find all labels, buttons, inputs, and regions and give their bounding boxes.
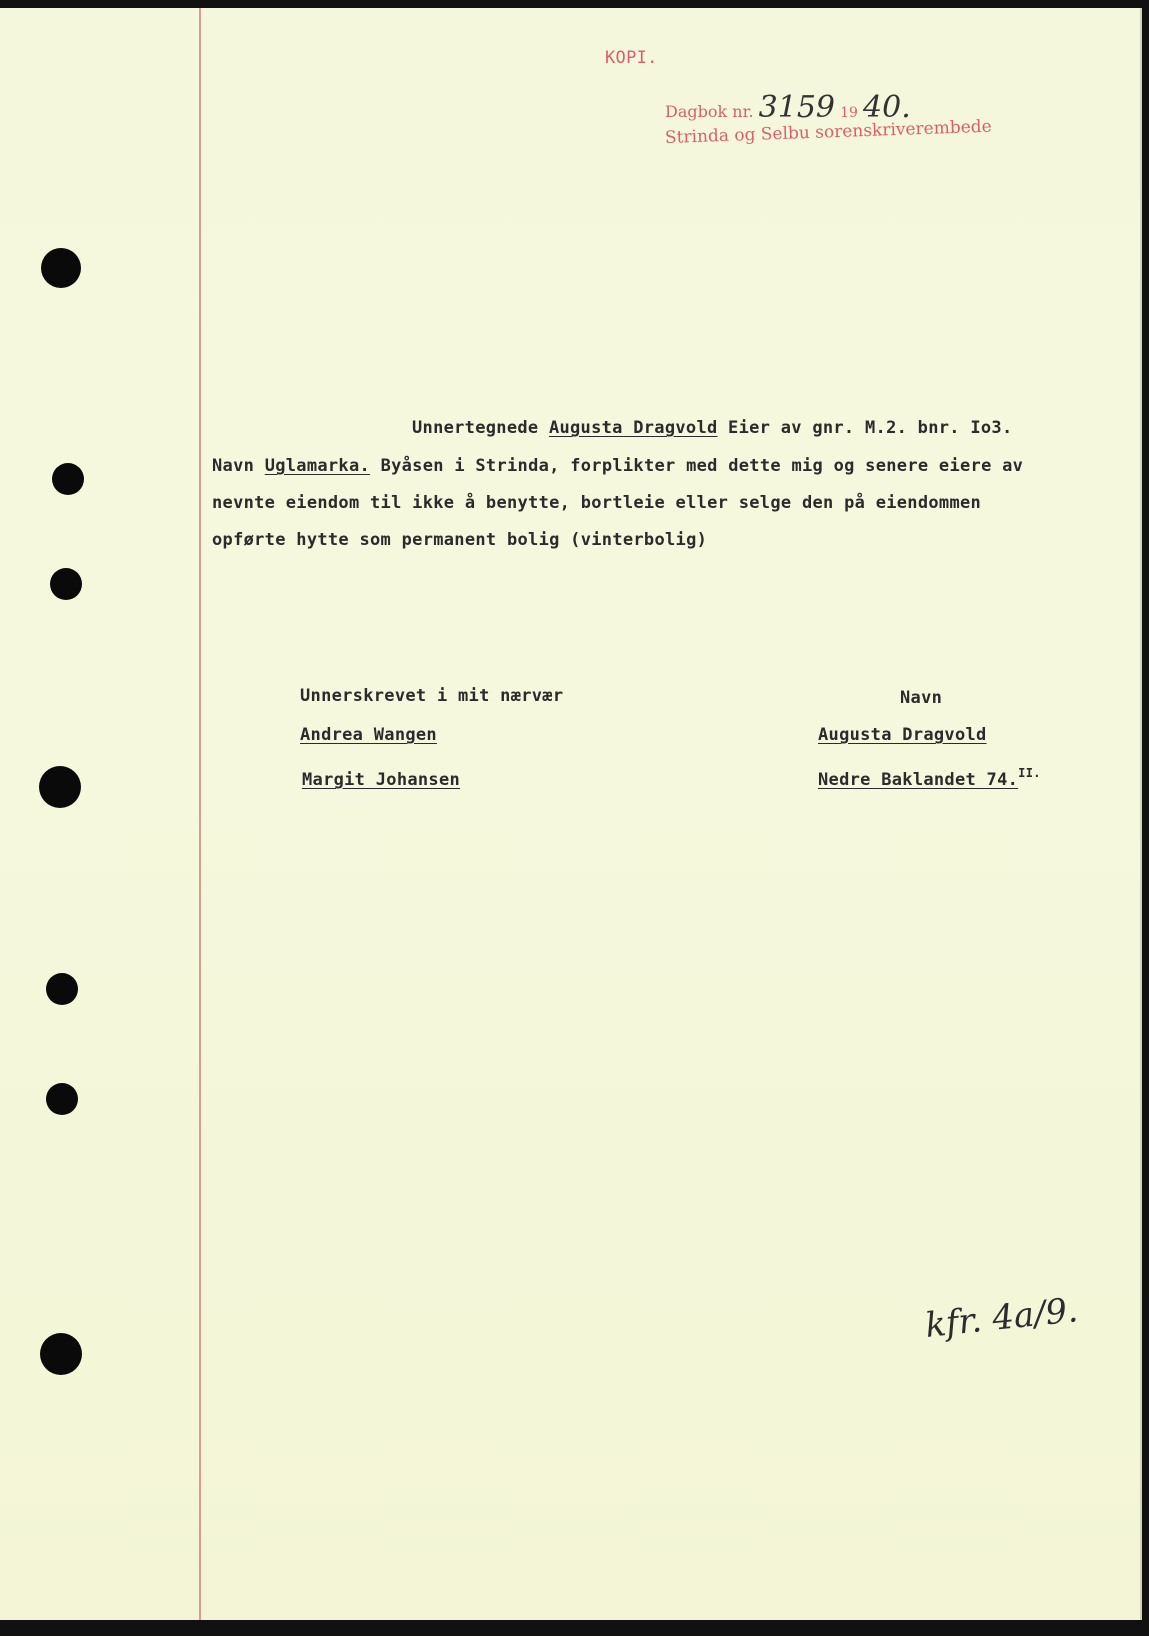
property-name: Uglamarka. [264,456,371,476]
dagbok-label: Dagbok nr. [665,102,754,121]
document-page [0,8,1142,1620]
witness-name-1: Andrea Wangen [300,725,437,745]
punch-hole [41,248,81,288]
signer-address-floor: II. [1018,766,1041,780]
body-line-2-pre: Navn [212,456,265,476]
body-line-2-post: Byåsen i Strinda, forplikter med dette mig og senere eiere av [370,456,1024,476]
body-line-3: nevnte eiendom til ikke å benytte, bortleie eller selge den på eiendommen [212,493,982,513]
punch-hole [39,766,81,808]
body-line-1 [412,418,1013,438]
dagbok-year: 40. [863,90,911,125]
punch-hole [50,568,82,600]
signer-heading: Navn [900,688,943,708]
witness-heading: Unnerskrevet i mit nærvær [300,686,564,706]
punch-hole [40,1333,82,1375]
body-line-4: opførte hytte som permanent bolig (vinterbolig) [212,530,708,550]
signer-name: Augusta Dragvold [818,725,987,745]
kopi-label: KOPI. [605,48,658,68]
margin-rule [199,8,201,1620]
handwritten-note: kfr. 4a/9. [923,1290,1080,1346]
signer-address-street: Nedre Baklandet 74. [818,770,1019,790]
dagbok-number: 3159 [758,90,835,125]
witness-name-2: Margit Johansen [302,770,461,790]
dagbok-year-prefix: 19 [840,105,858,121]
office-stamp: Strinda og Selbu sorenskriverembede [664,116,993,148]
body-line-2 [212,456,1023,476]
punch-hole [46,1083,78,1115]
body-line-1-pre: Unnertegnede [412,418,549,438]
punch-hole [52,463,84,495]
punch-hole [46,973,78,1005]
body-line-1-post: Eier av gnr. M.2. bnr. Io3. [717,418,1013,438]
signer-address [818,766,1041,790]
owner-name: Augusta Dragvold [548,418,718,438]
